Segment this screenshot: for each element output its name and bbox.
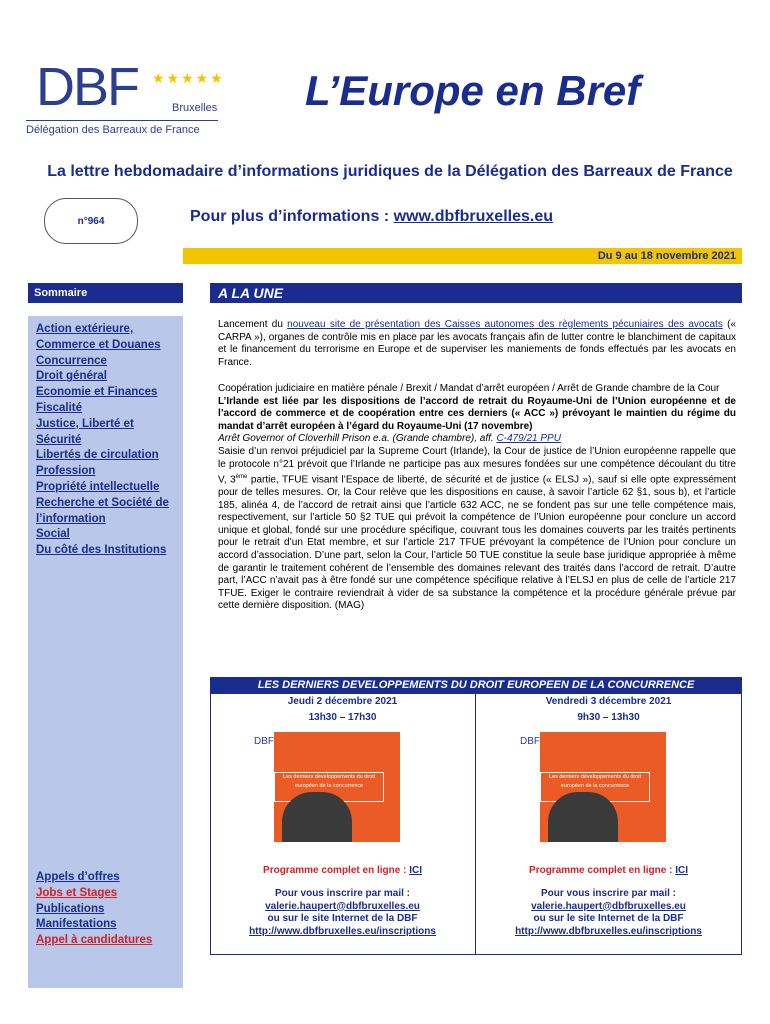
case-link[interactable]: C-479/21 PPU	[496, 433, 561, 445]
event-session-2	[476, 694, 741, 726]
program-prefix: Programme complet en ligne :	[263, 865, 410, 876]
logo-divider	[26, 120, 218, 121]
session-2-details	[476, 865, 741, 938]
body-part-2: partie, TFUE visant l’Espace de liberté, de sécurité et de justice (« ELSJ »), sauf si elle opte expressément pour de telles mesures. Or, la Cour relève que les dispositions en cause, à savoir l’article 62 §1, sous b), et l’article 185, alinéa 4, de l’accord de retrait ainsi que l’article 632 ACC, ne se fondent pas sur une telle compétence mais, respectivement, sur l’article 50 §2 TUE qui prévoit la compétence de l’Union européenne pour conclure un accord unique et global, fondé sur une procédure spécifique, couvrant tous les domaines couverts par les traités pertinents pour le retrait d’un Etat membre, et sur l’article 217 TFUE prévoyant la compétence de l’Union pour conclure un accord d’association. D’une part, selon la Cour, l’article 50 TUE constitue la seule base juridique appropriée à même de garantir le traitement cohérent de l’ensemble des domaines relevant des traités dans l’accord de retrait. D’autre part, l’ACC n’avait pas à être fondé sur une compétence spécifique relative à l’ELSJ en plus de celle de l’article 217 TFUE. Exiger le contraire reviendrait à vider de sa substance la compétence et la procédure générale prévue par cette dernière disposition. (MAG)	[218, 474, 737, 612]
sommaire-link[interactable]: Economie et Finances	[36, 386, 158, 399]
logo-subtitle: Délégation des Barreaux de France	[26, 124, 200, 136]
sommaire-bottom-link[interactable]: Appels d’offres	[36, 871, 120, 883]
flyer-caption: Les derniers développements du droit européen de la concurrence	[540, 772, 650, 802]
program-link[interactable]: ICI	[675, 865, 688, 876]
sommaire-link[interactable]: Droit général	[36, 370, 107, 383]
newsletter-title: L’Europe en Bref	[305, 67, 641, 114]
article-body	[218, 446, 736, 613]
or-line: ou sur le site Internet de la DBF	[267, 913, 418, 924]
program-prefix: Programme complet en ligne :	[529, 865, 676, 876]
or-line: ou sur le site Internet de la DBF	[533, 913, 684, 924]
flyer-left-strip	[518, 732, 540, 842]
article-carpa-suffix: (« CARPA »), organes de contrôle mis en place par les avocats français afin de lutter contre le blanchiment de capitaux et le financement du terrorisme en Europe et de superviser les maniements de fonds effectués par les avocats en France.	[218, 319, 736, 368]
more-info-prefix: Pour plus d’informations :	[190, 208, 394, 225]
runners-illustration	[548, 792, 618, 842]
sommaire-link[interactable]: Concurrence	[36, 354, 107, 367]
sommaire-bottom-link[interactable]: Jobs et Stages	[36, 886, 118, 899]
issue-number-badge: n°964	[44, 198, 138, 244]
session-time: 13h30 – 17h30	[308, 712, 377, 723]
logo-stars-icon: ★★★★★	[152, 70, 225, 86]
case-prefix: Arrêt Governor of Cloverhill Prison e.a. (Grande chambre), aff.	[218, 433, 497, 445]
sommaire-bottom-link[interactable]: Manifestations	[36, 918, 117, 931]
register-email-link[interactable]: valerie.haupert@dbfbruxelles.eu	[265, 900, 420, 912]
register-line: Pour vous inscrire par mail :	[274, 888, 411, 899]
flyer-caption: Les derniers développements du droit européen de la concurrence	[274, 772, 384, 802]
article-carpa	[218, 319, 736, 369]
event-heading: LES DERNIERS DEVELOPPEMENTS DU DROIT EUROPEEN DE LA CONCURRENCE	[210, 677, 742, 693]
session-date: Vendredi 3 décembre 2021	[545, 696, 672, 707]
body-part-1: Saisie d’un renvoi préjudiciel par la Supreme Court (Irlande), la Cour de justice de l’Union européenne rappelle que le protocole n°21 prévoit que l’Irlande ne participe pas aux mesures fondées sur une compétence découlant du titre V, 3	[218, 445, 736, 486]
sommaire-link[interactable]: Justice, Liberté et Sécurité	[36, 417, 134, 446]
sommaire-link[interactable]: Libertés de circulation	[36, 449, 159, 462]
sommaire-link[interactable]: Du côté des Institutions	[36, 544, 167, 557]
article-brexit	[218, 383, 736, 613]
session-date: Jeudi 2 décembre 2021	[287, 696, 398, 707]
session-1-details	[210, 865, 475, 938]
article-case	[218, 433, 736, 446]
date-range-bar: Du 9 au 18 novembre 2021	[183, 248, 742, 264]
sommaire-link[interactable]: Recherche et Société de l’information	[36, 496, 169, 525]
body-superscript: ème	[235, 474, 248, 481]
register-line: Pour vous inscrire par mail :	[540, 888, 677, 899]
flyer-logo: DBF	[254, 736, 274, 747]
article-carpa-prefix: Lancement du	[218, 319, 288, 330]
flyer-left-strip	[252, 732, 274, 842]
register-email-link[interactable]: valerie.haupert@dbfbruxelles.eu	[531, 900, 686, 912]
register-url-link[interactable]: http://www.dbfbruxelles.eu/inscriptions	[515, 925, 702, 937]
program-link[interactable]: ICI	[409, 865, 422, 876]
sommaire-link[interactable]: Propriété intellectuelle	[36, 480, 160, 493]
event-flyer	[252, 732, 400, 842]
a-la-une-heading: A LA UNE	[210, 283, 742, 303]
website-link[interactable]: www.dbfbruxelles.eu	[393, 208, 553, 225]
program-line	[210, 865, 475, 876]
register-url-link[interactable]: http://www.dbfbruxelles.eu/inscriptions	[249, 925, 436, 937]
event-session-1	[210, 694, 475, 726]
sommaire-link[interactable]: Fiscalité	[36, 401, 83, 414]
logo-text: DBF	[36, 57, 138, 117]
sommaire-bottom-link[interactable]: Publications	[36, 902, 105, 915]
more-info	[190, 208, 553, 226]
article-category: Coopération judiciaire en matière pénale / Brexit / Mandat d’arrêt européen / Arrêt de Grande chambre de la Cour	[218, 383, 720, 394]
logo-city: Bruxelles	[172, 102, 218, 114]
sommaire-bottom-list	[36, 870, 181, 949]
sommaire-link[interactable]: Action extérieure, Commerce et Douanes	[36, 323, 161, 351]
carpa-link[interactable]: nouveau site de présentation des Caisses autonomes des règlements pécuniaires des avocats	[287, 319, 723, 330]
program-line	[476, 865, 741, 876]
sommaire-bottom-link[interactable]: Appel à candidatures	[36, 934, 153, 947]
sommaire-list	[36, 322, 181, 559]
flyer-logo: DBF	[520, 736, 540, 747]
sommaire-link[interactable]: Social	[36, 528, 70, 541]
session-time: 9h30 – 13h30	[577, 712, 640, 723]
sommaire-heading: Sommaire	[28, 283, 183, 303]
article-headline: L’Irlande est liée par les dispositions de l’accord de retrait du Royaume-Uni de l’Union européenne et de l’accord de commerce et de coopération entre ces derniers (« ACC ») prévoyant le maintien du régime du mandat d’arrêt européen à l’égard du Royaume-Uni (17 novembre)	[218, 395, 736, 432]
sommaire-link[interactable]: Profession	[36, 465, 96, 478]
newsletter-subtitle: La lettre hebdomadaire d’informations juridiques de la Délégation des Barreaux de France	[47, 163, 733, 180]
runners-illustration	[282, 792, 352, 842]
event-flyer	[518, 732, 666, 842]
